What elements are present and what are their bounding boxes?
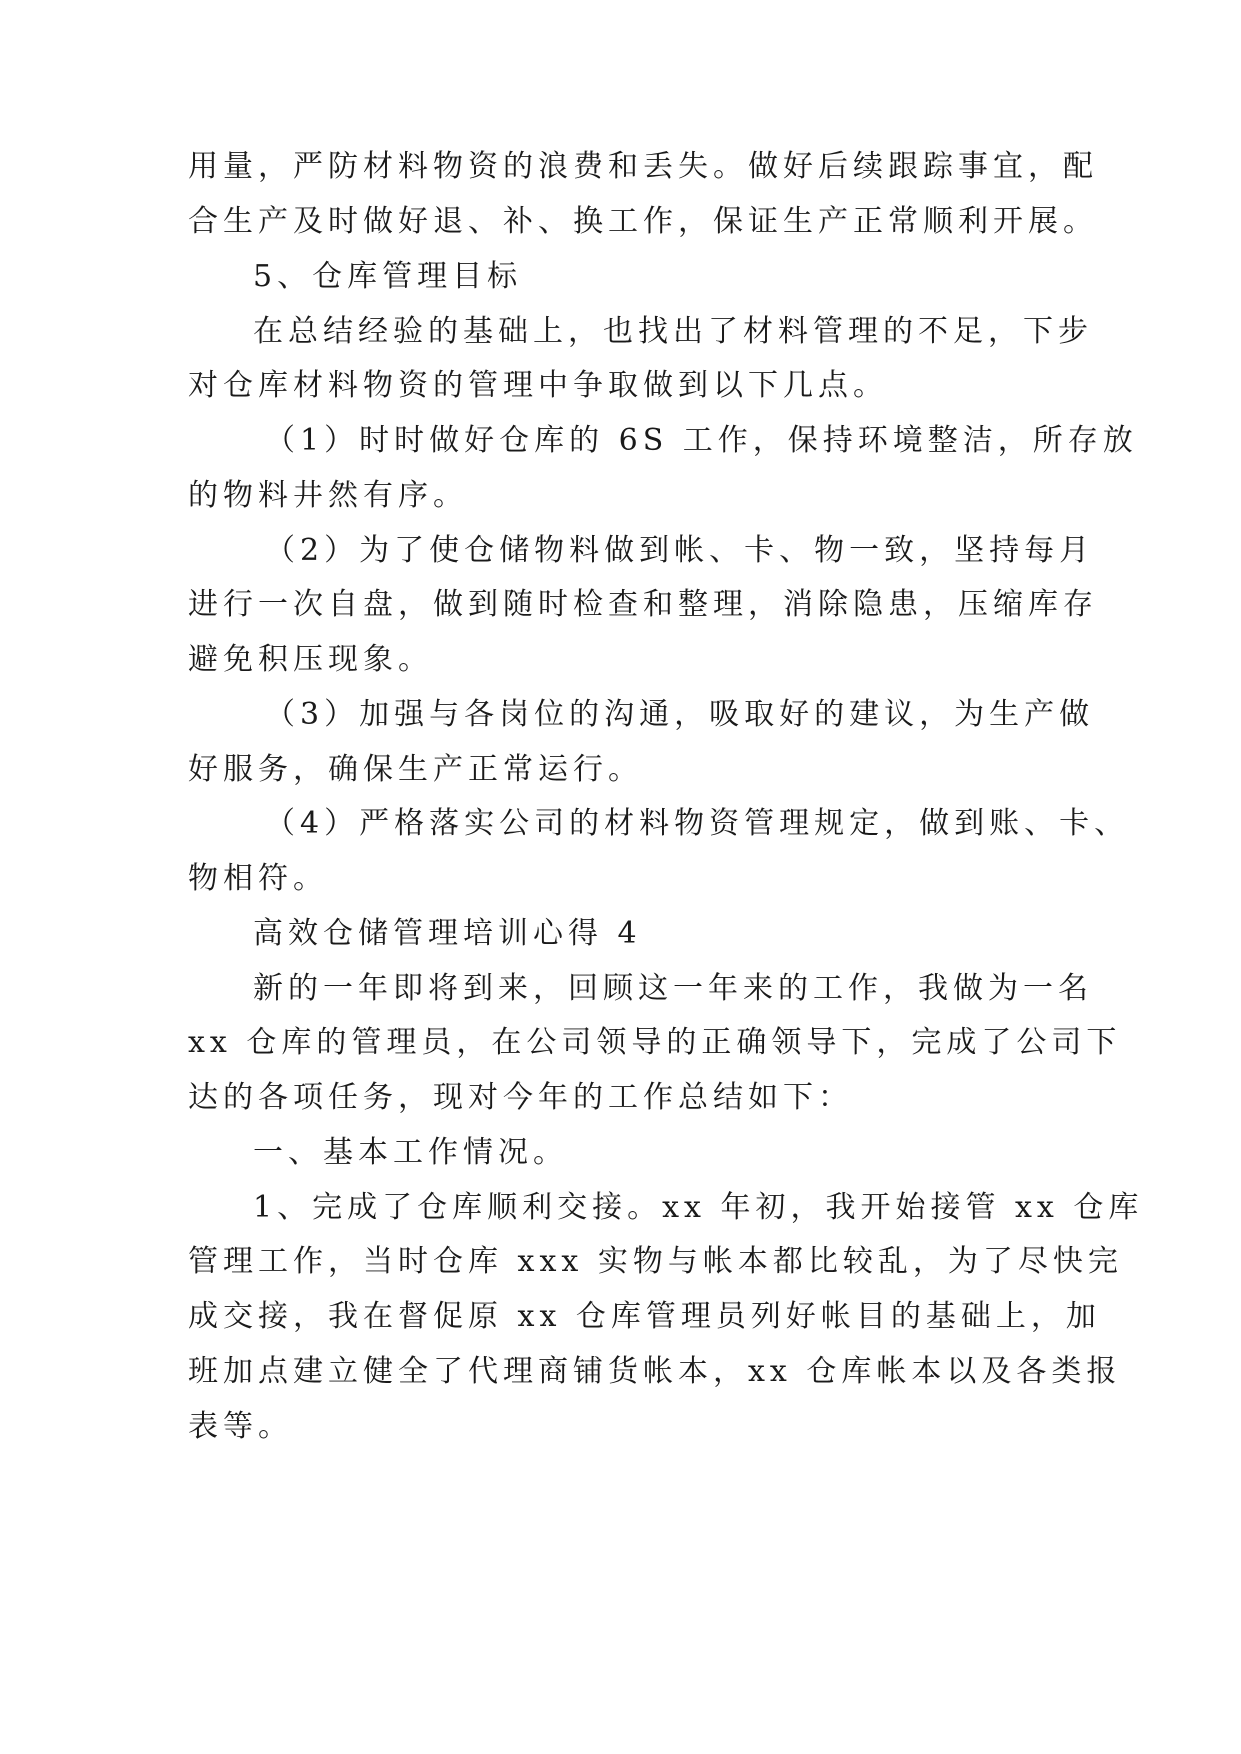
- list-item-line: （4）严格落实公司的材料物资管理规定，做到账、卡、: [265, 806, 1130, 841]
- section-heading: 一、基本工作情况。: [253, 1135, 568, 1170]
- section-heading: 5、仓库管理目标: [253, 259, 523, 294]
- text-line: 好服务，确保生产正常运行。: [188, 752, 643, 787]
- text-line: 进行一次自盘，做到随时检查和整理，消除隐患，压缩库存: [188, 587, 1098, 622]
- text-line: 班加点建立健全了代理商铺货帐本，xx 仓库帐本以及各类报: [188, 1354, 1122, 1389]
- text-line: 合生产及时做好退、补、换工作，保证生产正常顺利开展。: [188, 204, 1098, 239]
- text-line: 物相符。: [188, 861, 328, 896]
- text-line: xx 仓库的管理员，在公司领导的正确领导下，完成了公司下: [188, 1025, 1122, 1060]
- text-line: 在总结经验的基础上，也找出了材料管理的不足，下步: [253, 314, 1093, 349]
- list-item-line: （3）加强与各岗位的沟通，吸取好的建议，为生产做: [265, 697, 1095, 732]
- text-line: 管理工作，当时仓库 xxx 实物与帐本都比较乱，为了尽快完: [188, 1244, 1123, 1279]
- list-item-line: （1）时时做好仓库的 6S 工作，保持环境整洁，所存放: [265, 423, 1138, 458]
- list-item-line: （2）为了使仓储物料做到帐、卡、物一致，坚持每月: [265, 533, 1095, 568]
- text-line: 成交接，我在督促原 xx 仓库管理员列好帐目的基础上，加: [188, 1299, 1101, 1334]
- text-line: 用量，严防材料物资的浪费和丢失。做好后续跟踪事宜，配: [188, 149, 1098, 184]
- text-line: 避免积压现象。: [188, 642, 433, 677]
- text-line: 对仓库材料物资的管理中争取做到以下几点。: [188, 368, 888, 403]
- text-line: 表等。: [188, 1409, 293, 1444]
- text-line: 达的各项任务，现对今年的工作总结如下：: [188, 1080, 853, 1115]
- text-line: 新的一年即将到来，回顾这一年来的工作，我做为一名: [253, 971, 1093, 1006]
- text-line: 1、完成了仓库顺利交接。xx 年初，我开始接管 xx 仓库: [253, 1190, 1144, 1225]
- section-title: 高效仓储管理培训心得 4: [253, 916, 642, 951]
- text-line: 的物料井然有序。: [188, 478, 468, 513]
